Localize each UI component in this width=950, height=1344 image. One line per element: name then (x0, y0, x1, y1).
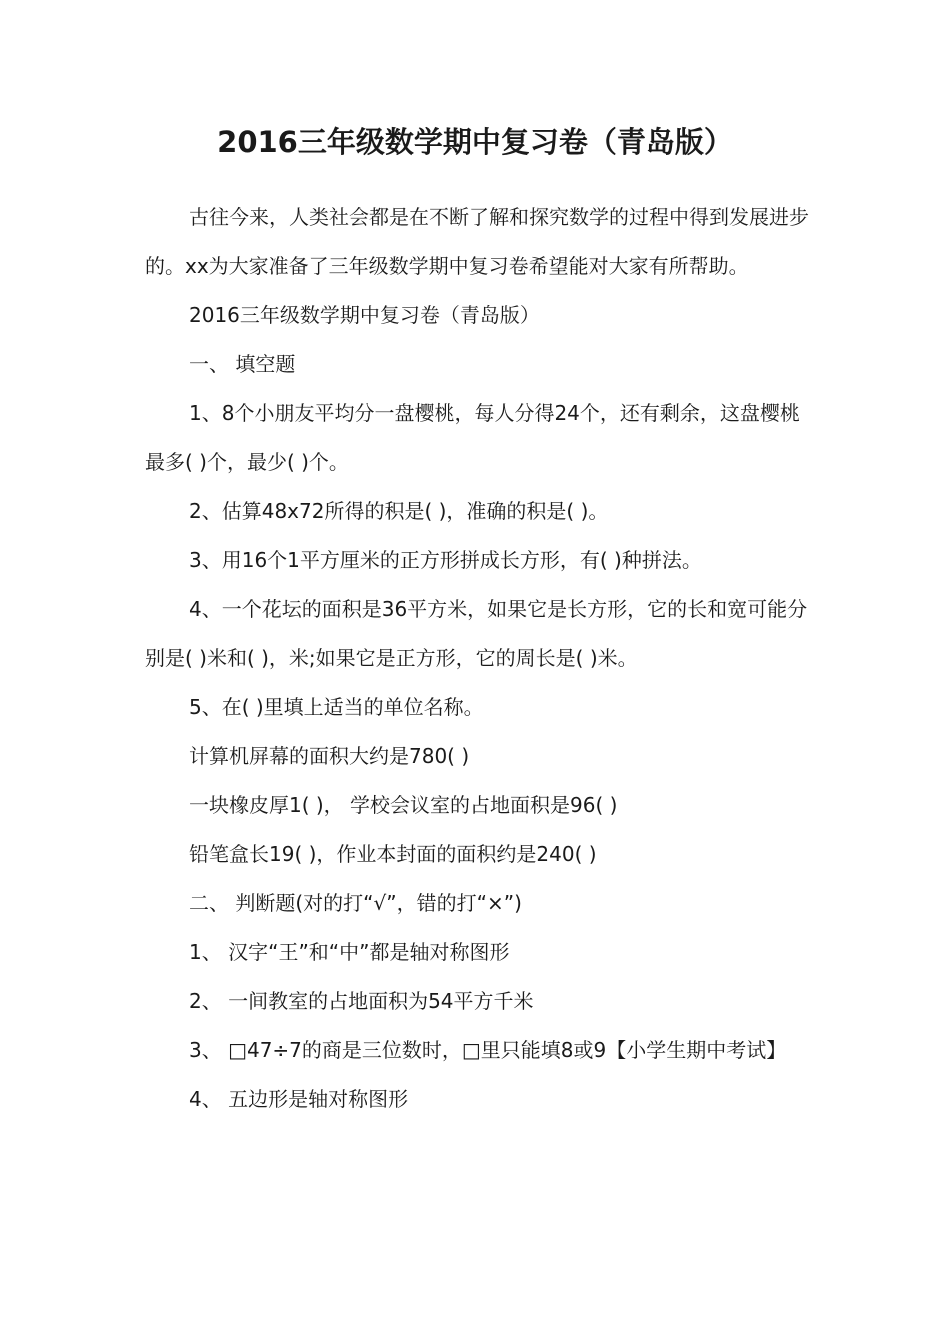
question-paragraph: 铅笔盒长19( )，作业本封面的面积约是240( ) (189, 842, 597, 866)
subtitle-paragraph: 2016三年级数学期中复习卷（青岛版） (189, 303, 540, 327)
document-title: 2016三年级数学期中复习卷（青岛版） (217, 125, 733, 159)
intro-paragraph: 古往今来，人类社会都是在不断了解和探究数学的过程中得到发展进步的。xx为大家准备了三年级数学期中复习卷希望能对大家有所帮助。 (145, 205, 809, 278)
question-paragraph: 2、 一间教室的占地面积为54平方千米 (189, 989, 534, 1013)
question-paragraph: 3、用16个1平方厘米的正方形拼成长方形，有( )种拼法。 (189, 548, 702, 572)
section-heading-fill-blank: 一、 填空题 (189, 352, 296, 376)
question-paragraph: 4、一个花坛的面积是36平方米，如果它是长方形，它的长和宽可能分别是( )米和( )，米;如果它是正方形，它的周长是( )米。 (145, 597, 808, 670)
question-paragraph: 计算机屏幕的面积大约是780( ) (189, 744, 470, 768)
question-paragraph: 4、 五边形是轴对称图形 (189, 1087, 409, 1111)
question-paragraph: 1、 汉字“王”和“中”都是轴对称图形 (189, 940, 510, 964)
question-paragraph: 3、 □47÷7的商是三位数时，□里只能填8或9【小学生期中考试】 (189, 1038, 787, 1062)
question-paragraph: 2、估算48x72所得的积是( )，准确的积是( )。 (189, 499, 609, 523)
question-paragraph: 1、8个小朋友平均分一盘樱桃，每人分得24个，还有剩余，这盘樱桃最多( )个，最少( )个。 (145, 401, 800, 474)
section-heading-true-false: 二、 判断题(对的打“√”，错的打“×”) (189, 891, 522, 915)
document-body (145, 193, 810, 1124)
question-paragraph: 一块橡皮厚1( )， 学校会议室的占地面积是96( ) (189, 793, 618, 817)
question-paragraph: 5、在( )里填上适当的单位名称。 (189, 695, 484, 719)
